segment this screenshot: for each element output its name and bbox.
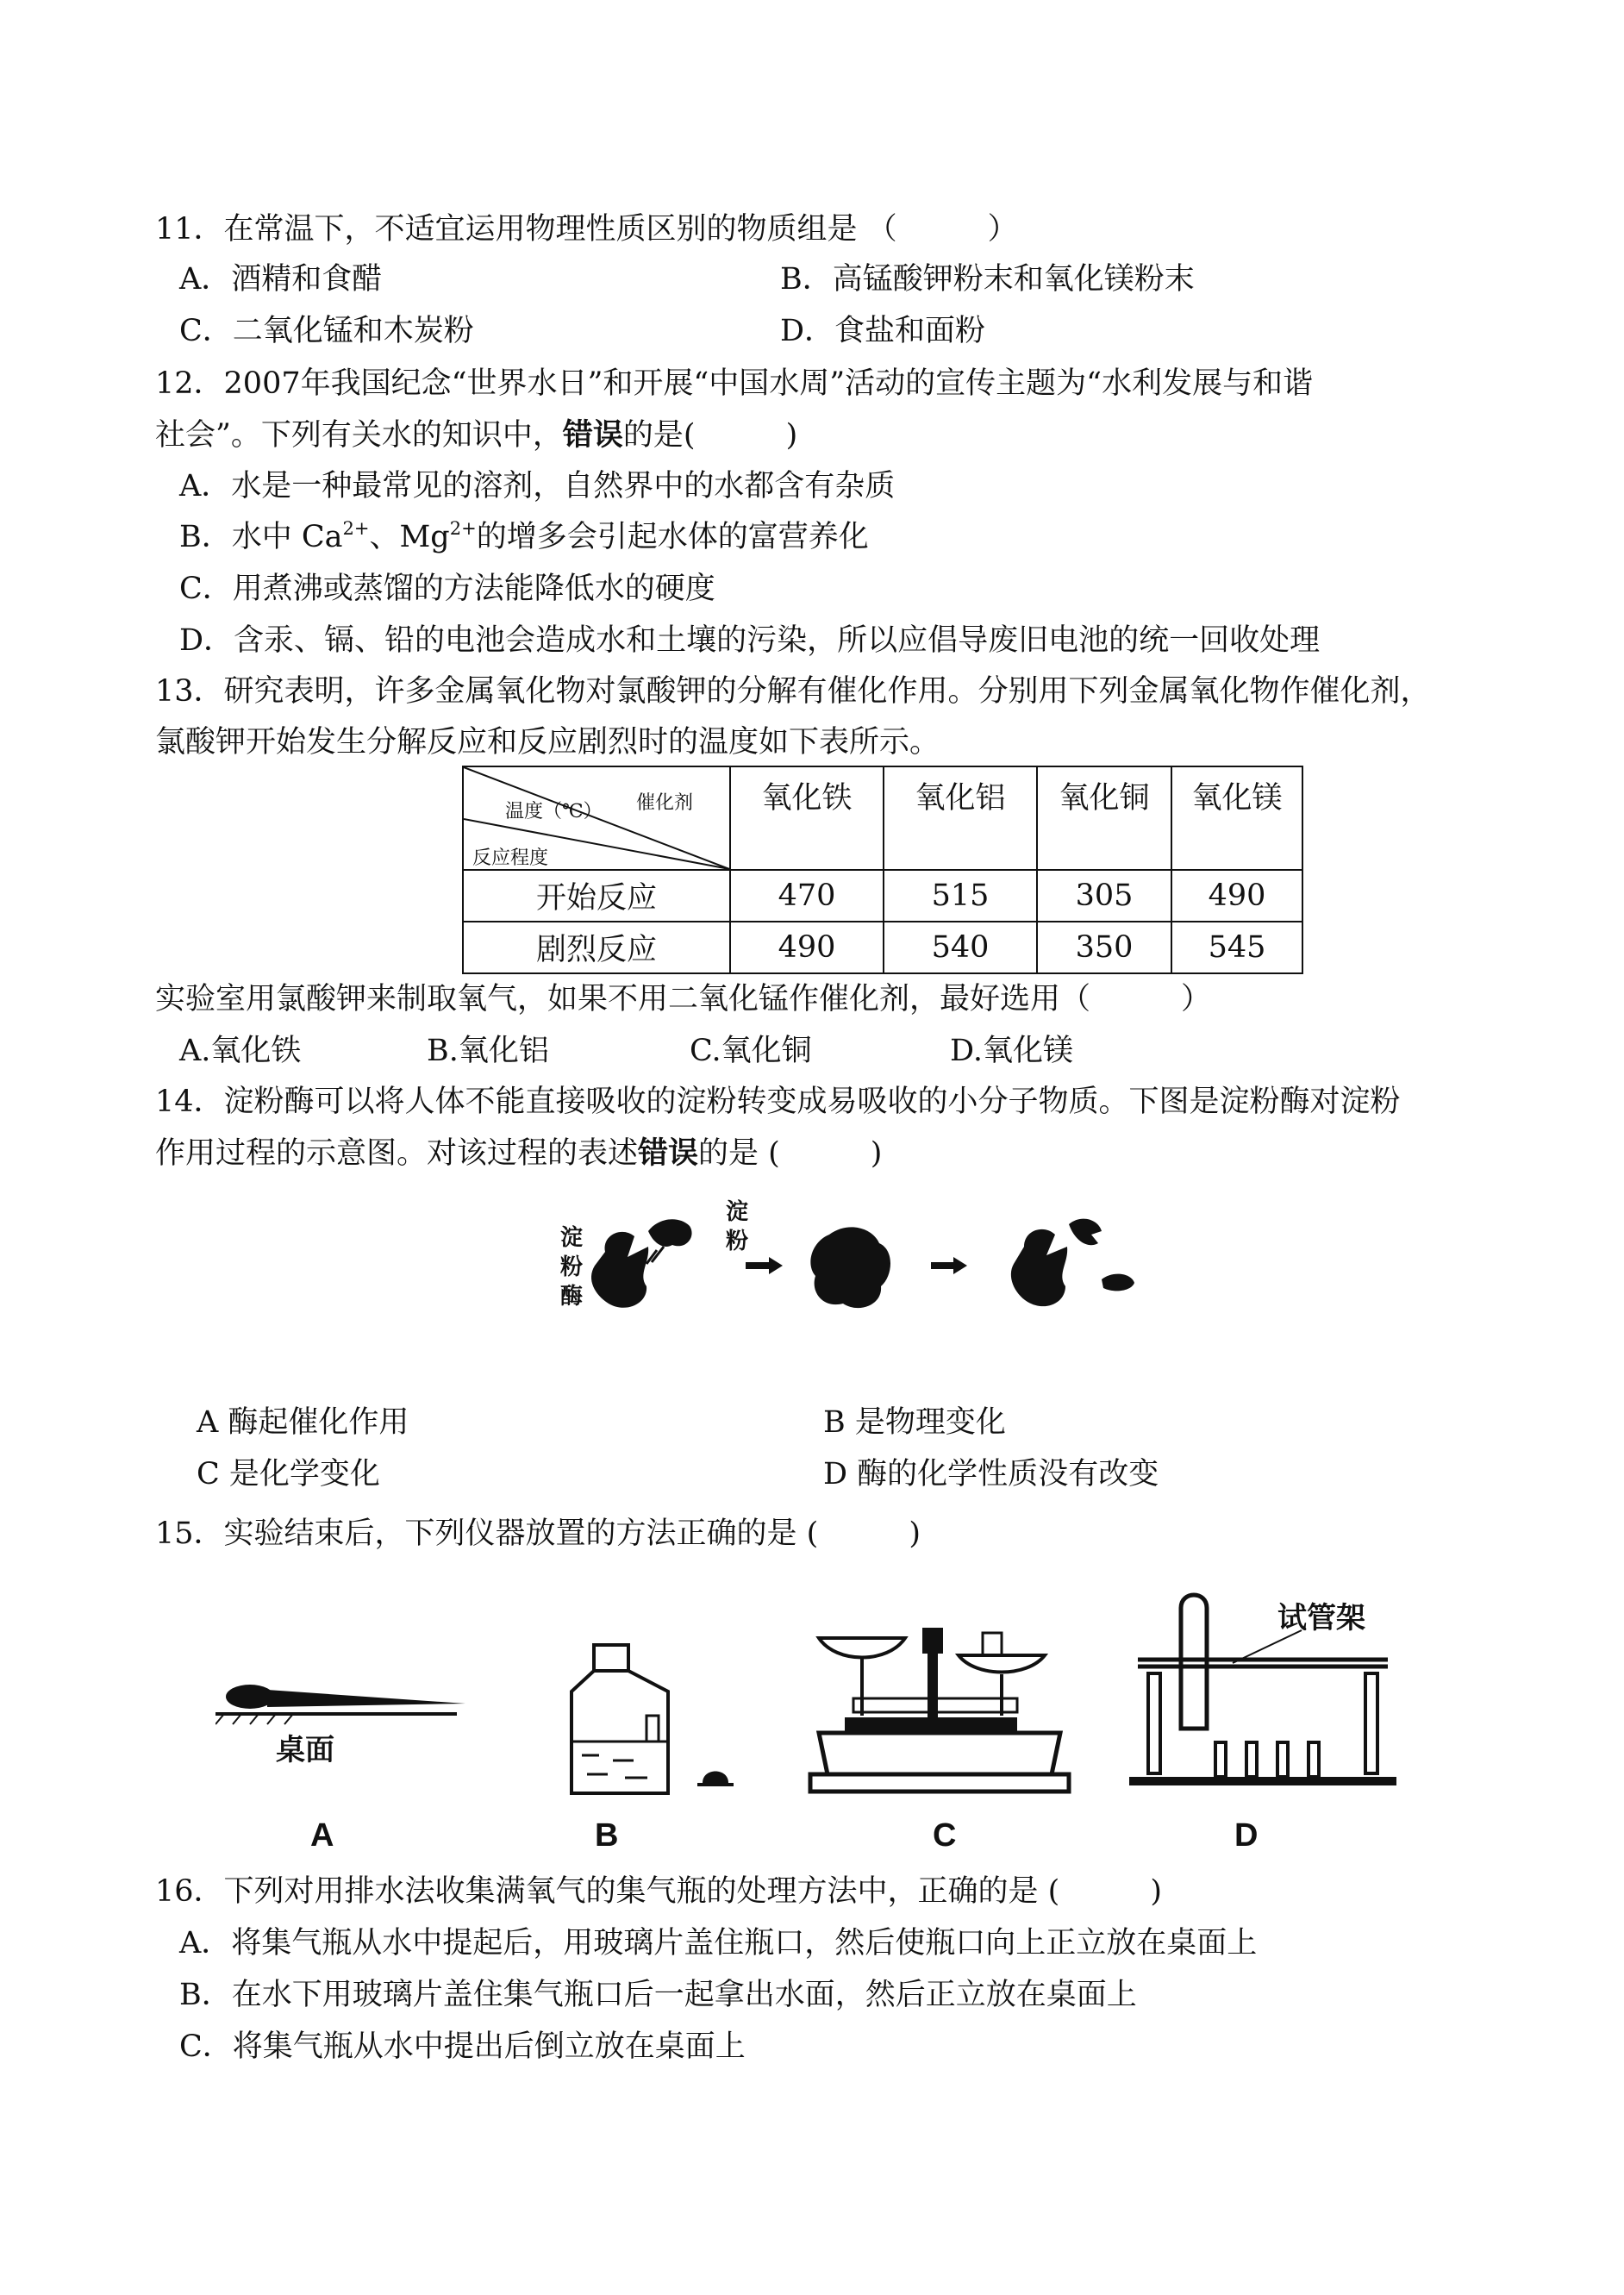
figure-a-dropper	[215, 1673, 474, 1776]
desk-label: 桌面	[276, 1734, 334, 1767]
q16-stem: 16．下列对用排水法收集满氧气的集气瓶的处理方法中，正确的是 ( )	[155, 1874, 1162, 1909]
q14-option-d: D 酶的化学性质没有改变	[823, 1457, 1159, 1491]
table-cell: 350	[1037, 922, 1171, 973]
q14-option-a: A 酶起催化作用	[197, 1405, 409, 1440]
figure-c-letter: C	[933, 1817, 957, 1854]
q11-stem: 11．在常温下，不适宜运用物理性质区别的物质组是 （ ）	[155, 212, 1018, 247]
table-header-row	[463, 766, 1302, 870]
table-cell: 470	[730, 870, 884, 922]
q13-option-d: D.氧化镁	[950, 1034, 1073, 1068]
diag-label-catalyst: 催化剂	[636, 792, 694, 814]
table-row	[463, 922, 1302, 973]
q11-option-a: A．酒精和食醋	[179, 262, 383, 297]
figure-d-rack	[1129, 1591, 1405, 1806]
col-header-iron-oxide: 氧化铁	[730, 766, 884, 870]
q12-mg-charge: 2+	[449, 518, 477, 539]
enzyme-drawing	[552, 1190, 1155, 1319]
q11-option-d: D．食盐和面粉	[780, 314, 986, 348]
table-cell: 490	[730, 922, 884, 973]
q13-question: 实验室用氯酸钾来制取氧气，如果不用二氧化锰作催化剂，最好选用（ ）	[155, 982, 1212, 1016]
row-label-start: 开始反应	[463, 870, 730, 922]
q12-ca-charge: 2+	[342, 518, 370, 539]
q13-stem-line2: 氯酸钾开始发生分解反应和反应剧烈时的温度如下表所示。	[155, 725, 940, 760]
dropper-drawing	[215, 1673, 474, 1733]
rack-label: 试管架	[1277, 1602, 1365, 1635]
q13-option-b: B.氧化铝	[427, 1034, 549, 1068]
q12-option-d: D．含汞、镉、铅的电池会造成水和土壤的污染，所以应倡导废旧电池的统一回收处理	[179, 623, 1321, 658]
table-row	[463, 870, 1302, 922]
table-cell: 490	[1171, 870, 1302, 922]
q14-stem-emphasis: 错误	[638, 1135, 699, 1171]
q12-option-c: C．用煮沸或蒸馏的方法能降低水的硬度	[179, 572, 715, 606]
q12-stem-tail: 的是( )	[622, 418, 798, 453]
q13-option-a: A.氧化铁	[179, 1034, 302, 1068]
q13-stem-line1: 13．研究表明，许多金属氧化物对氯酸钾的分解有催化作用。分别用下列金属氧化物作催化剂，	[155, 674, 1431, 709]
starch-label: 淀粉	[726, 1198, 749, 1254]
col-header-magnesium-oxide: 氧化镁	[1171, 766, 1302, 870]
q16-option-a: A．将集气瓶从水中提起后，用玻璃片盖住瓶口，然后使瓶口向上正立放在桌面上	[179, 1926, 1258, 1960]
q11-option-c: C．二氧化锰和木炭粉	[179, 314, 474, 348]
col-header-copper-oxide: 氧化铜	[1037, 766, 1171, 870]
figure-b-letter: B	[595, 1817, 619, 1854]
enzyme-process-figure	[552, 1190, 1155, 1319]
q14-stem-line1: 14．淀粉酶可以将人体不能直接吸收的淀粉转变成易吸收的小分子物质。下图是淀粉酶对淀粉	[155, 1085, 1401, 1119]
bottle-drawing	[565, 1638, 746, 1802]
table-diagonal-header	[463, 766, 730, 870]
figure-a-letter: A	[310, 1817, 334, 1854]
table-cell: 540	[884, 922, 1037, 973]
figure-c-balance	[802, 1621, 1077, 1802]
q14-stem-tail: 的是 ( )	[698, 1136, 883, 1171]
q14-option-c: C 是化学变化	[197, 1457, 380, 1491]
table-cell: 305	[1037, 870, 1171, 922]
balance-drawing	[802, 1621, 1077, 1802]
diag-label-reaction: 反应程度	[472, 847, 549, 869]
q11-option-b: B．高锰酸钾粉末和氧化镁粉末	[780, 262, 1195, 297]
q14-stem-line2	[155, 1135, 882, 1173]
q12-option-b-text2: 、Mg	[369, 520, 450, 554]
figure-b-bottle	[565, 1638, 746, 1802]
q12-stem-line1: 12．2007年我国纪念“世界水日”和开展“中国水周”活动的宣传主题为“水利发展与和谐	[155, 366, 1314, 401]
q12-stem-emphasis: 错误	[562, 417, 623, 453]
table-cell: 515	[884, 870, 1037, 922]
q14-option-b: B 是物理变化	[823, 1405, 1006, 1440]
q16-option-c: C．将集气瓶从水中提出后倒立放在桌面上	[179, 2029, 746, 2064]
q12-stem-text: 社会”。下列有关水的知识中，	[155, 418, 563, 453]
q12-option-b-text1: B．水中 Ca	[179, 520, 343, 554]
catalyst-temperature-table	[462, 766, 1303, 974]
figure-d-letter: D	[1234, 1817, 1259, 1854]
row-label-violent: 剧烈反应	[463, 922, 730, 973]
q16-option-b: B．在水下用玻璃片盖住集气瓶口后一起拿出水面，然后正立放在桌面上	[179, 1978, 1137, 2012]
q13-option-c: C.氧化铜	[690, 1034, 812, 1068]
col-header-aluminum-oxide: 氧化铝	[884, 766, 1037, 870]
enzyme-label: 淀粉酶	[560, 1224, 584, 1309]
diag-label-temperature: 温度（℃）	[505, 801, 603, 822]
q14-stem-text: 作用过程的示意图。对该过程的表述	[155, 1136, 639, 1171]
q12-option-b	[179, 518, 869, 556]
q12-option-a: A．水是一种最常见的溶剂，自然界中的水都含有杂质	[179, 469, 896, 503]
q15-stem: 15．实验结束后，下列仪器放置的方法正确的是 ( )	[155, 1516, 921, 1551]
table-cell: 545	[1171, 922, 1302, 973]
q12-option-b-text3: 的增多会引起水体的富营养化	[476, 520, 869, 554]
q12-stem-line2	[155, 416, 797, 454]
